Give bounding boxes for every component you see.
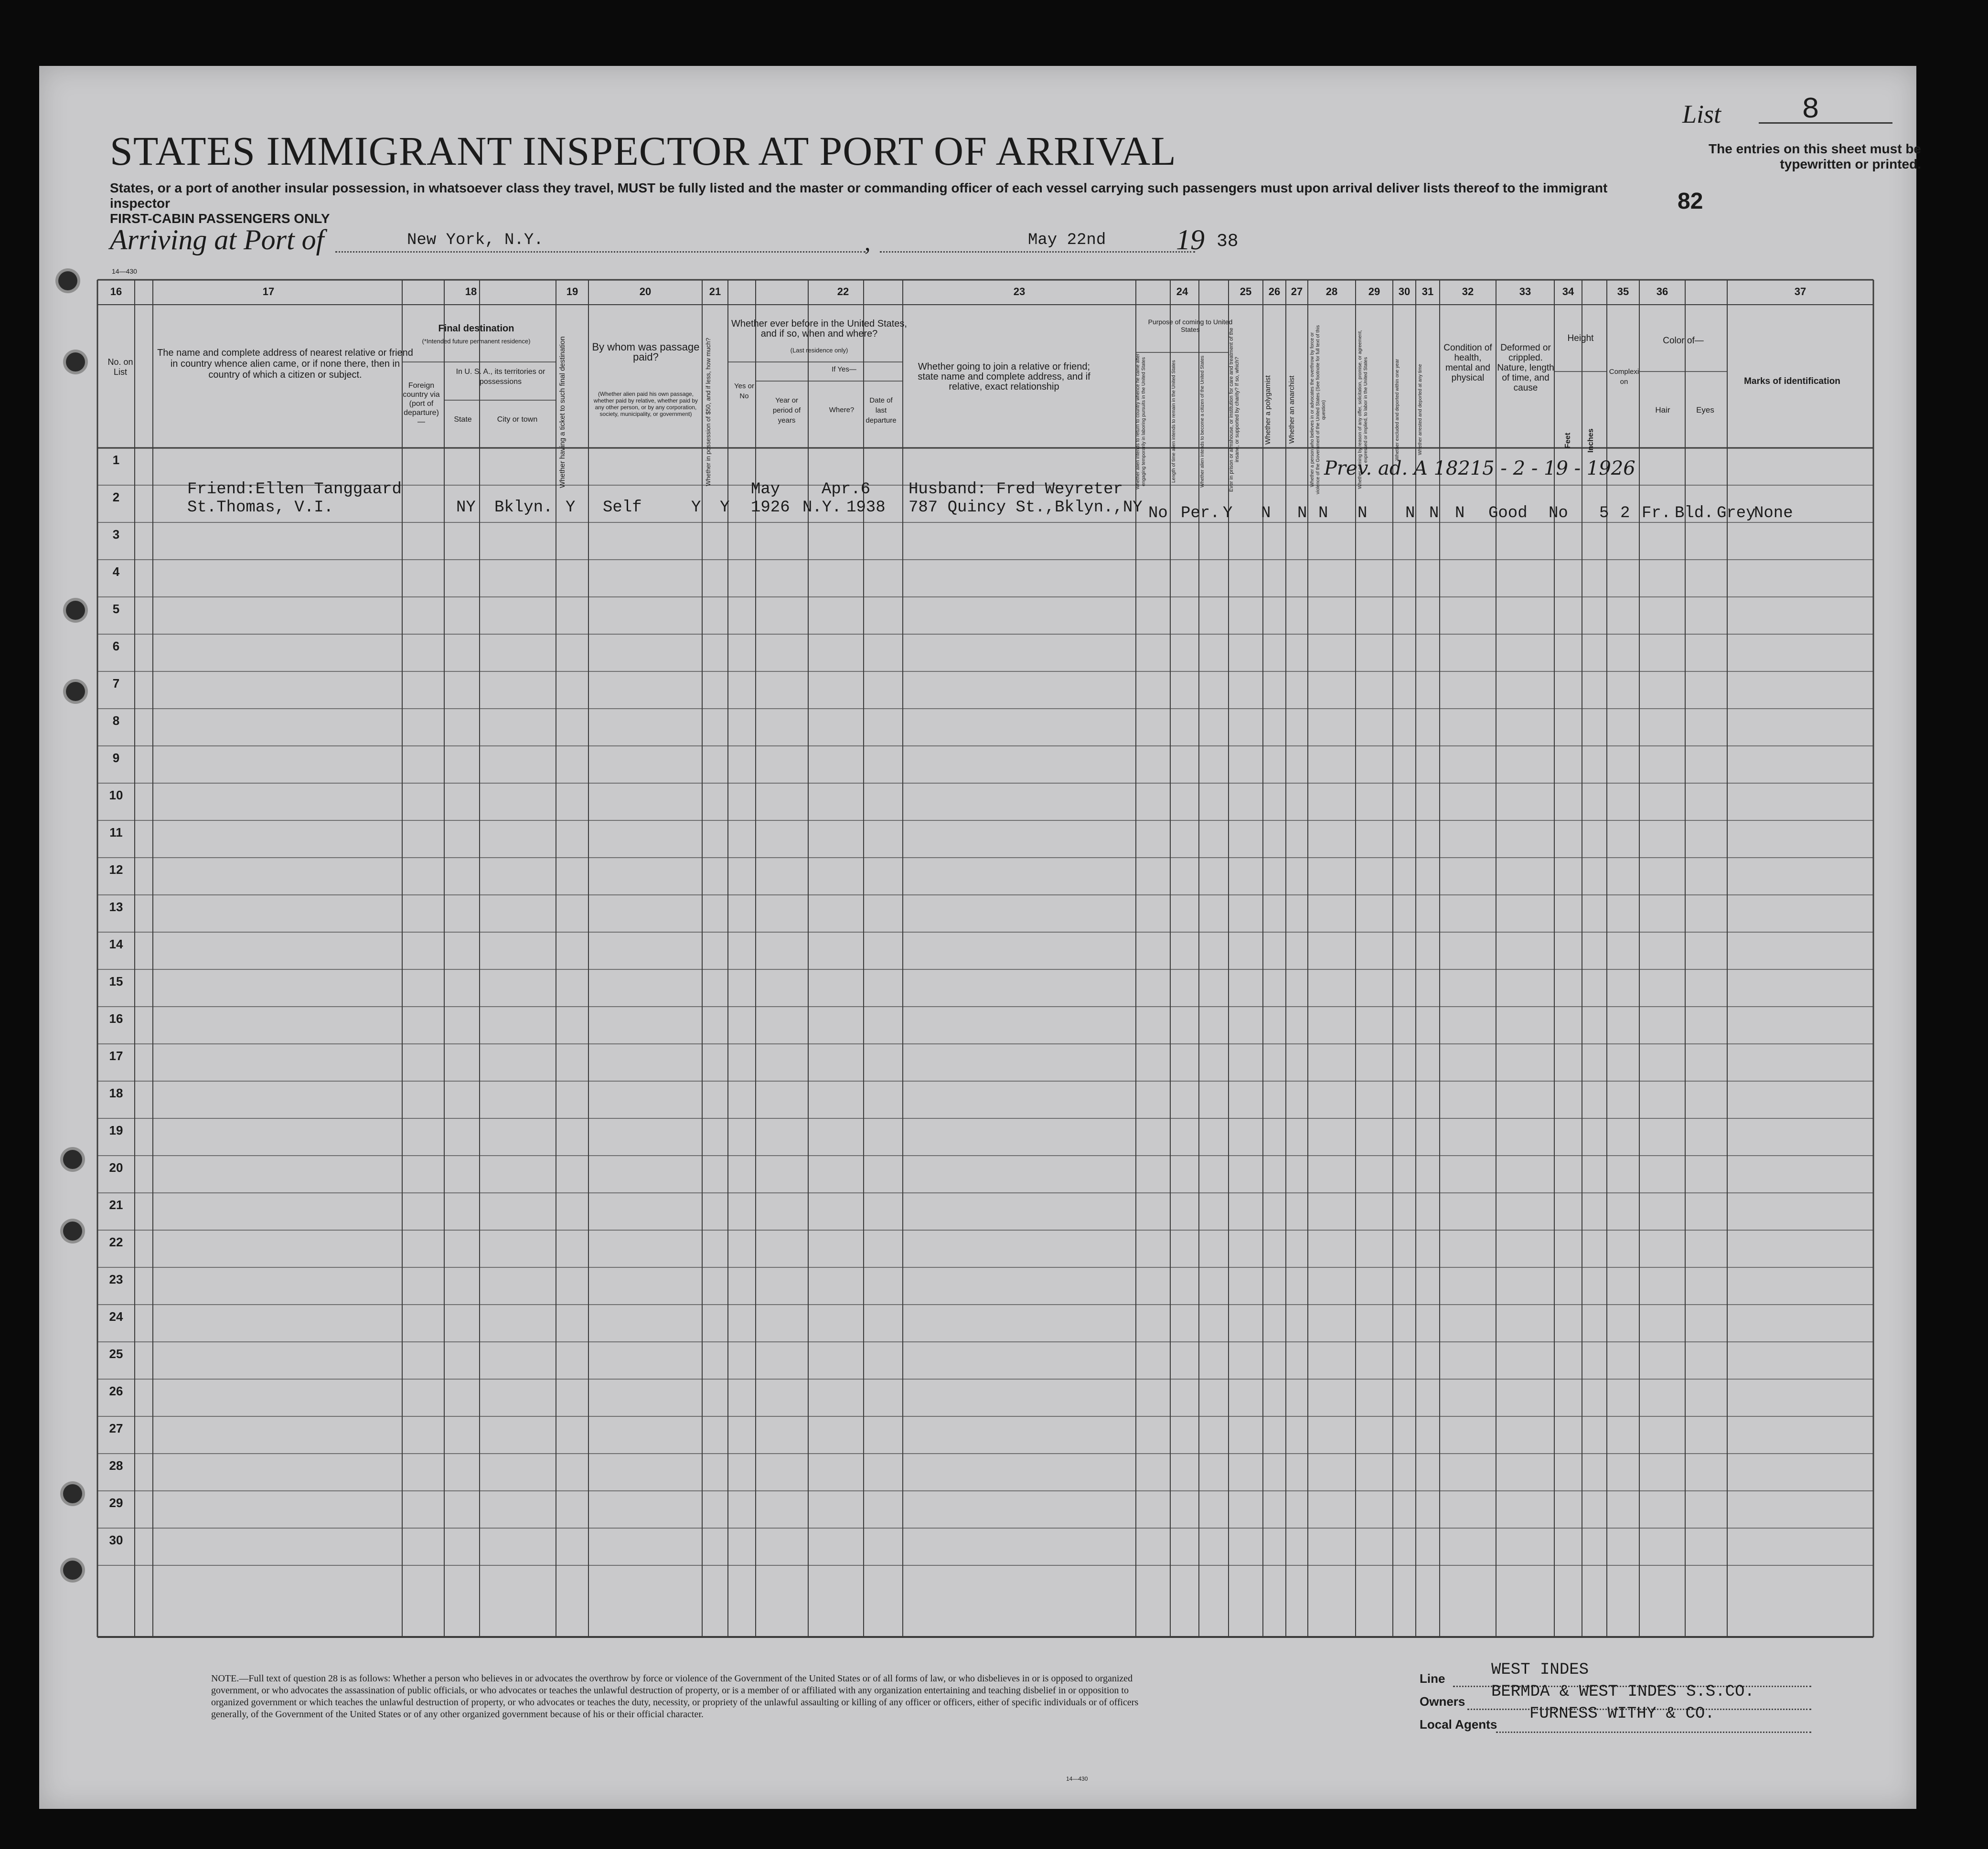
sheet-number: 82	[1678, 189, 1703, 214]
entry-arrested: N	[1455, 504, 1465, 522]
col32-header: Condition of health, mental and physical	[1443, 343, 1492, 383]
entry-length-stay: Per.	[1181, 504, 1220, 522]
col31-header: Whether arrested and deported at any time	[1418, 364, 1423, 456]
col36-hair: Hair	[1655, 405, 1670, 414]
page-title: STATES IMMIGRANT INSPECTOR AT PORT OF ARRIVAL	[110, 128, 1176, 174]
punch-hole	[66, 601, 85, 620]
col19-header: Whether having a ticket to such final destination	[558, 336, 566, 488]
arriving-label: Arriving at Port of	[110, 224, 324, 255]
col22-year: Year or period of years	[772, 396, 801, 425]
entry-departure-year: 1938	[846, 499, 886, 517]
row-number: 10	[109, 788, 123, 802]
row-number: 5	[112, 602, 120, 616]
col30-header: Whether excluded and deported within one year	[1395, 359, 1400, 461]
subtitle-line-1: States, or a port of another insular possession, in whatsoever class they travel, MUST be fully listed and the master or commanding officer of each vessel carrying such passengers must upon arrival deliver lists thereof to the immigrant inspector	[110, 181, 1608, 211]
entry-year: 1926	[751, 499, 790, 517]
entry-citizen: Y	[1223, 504, 1233, 522]
entry-inches: 2	[1620, 504, 1630, 522]
col34-inches: Inches	[1587, 428, 1595, 453]
punch-hole	[58, 271, 77, 290]
row-number: 11	[109, 825, 123, 839]
form-code: 14—430	[112, 267, 137, 275]
column-number: 33	[1519, 286, 1531, 298]
col17-header: The name and complete address of nearest relative or friend in country whence alien came, or if none there, then in country of which a citizen or subject.	[157, 348, 413, 380]
punch-hole	[66, 352, 85, 372]
col33-header: Deformed or crippled. Nature, length of time, and cause	[1497, 343, 1554, 393]
col34-title: Height	[1567, 333, 1594, 343]
agents-dotline	[1496, 1732, 1811, 1733]
col36-eyes: Eyes	[1696, 405, 1714, 414]
footnote-code: 14—430	[1066, 1775, 1088, 1782]
col18-usa: In U. S. A., its territories or possessions	[456, 368, 545, 386]
column-number: 35	[1617, 286, 1629, 298]
date-dotline	[880, 251, 1195, 253]
manifest-sheet	[39, 66, 1921, 1809]
handwritten-note: Prev. ad. A 18215 - 2 - 19 - 1926	[1324, 457, 1635, 479]
col18-city: City or town	[497, 415, 538, 424]
entry-state: NY	[456, 499, 476, 517]
row-number: 21	[109, 1198, 123, 1212]
punch-hole	[66, 682, 85, 701]
entry-ticket: Y	[566, 499, 576, 517]
col22-date: Date of last departure	[866, 396, 897, 425]
col22-subtitle: (Last residence only)	[790, 347, 848, 354]
row-number: 9	[112, 751, 120, 765]
column-number: 28	[1325, 286, 1338, 298]
row-number: 15	[109, 974, 123, 988]
col23-header: Whether going to join a relative or friend; state name and complete address, and if relative, exact relationship	[918, 361, 1090, 392]
row-number: 27	[109, 1421, 123, 1435]
owners-label: Owners	[1420, 1694, 1465, 1709]
col25-header: Ever in prison or almshouse, or institution for care and treatment of the insane, or supported by charity? If so, which?	[1229, 328, 1240, 492]
entry-has-50: Y	[691, 499, 701, 517]
column-number: 16	[110, 286, 122, 298]
col26-header: Whether a polygamist	[1264, 375, 1272, 445]
entry-where: N.Y.	[802, 499, 842, 517]
row-number: 1	[112, 453, 120, 467]
column-number: 32	[1462, 286, 1474, 298]
line-value: WEST INDES	[1491, 1661, 1589, 1679]
entry-excluded: N	[1429, 504, 1439, 522]
row-number: 18	[109, 1086, 123, 1100]
column-number: 36	[1656, 286, 1668, 298]
entries-note: The entries on this sheet must be typewritten or printed.	[1709, 141, 1921, 171]
row-number: 14	[109, 937, 123, 951]
row-number: 25	[109, 1347, 123, 1361]
col37-header: Marks of identification	[1744, 376, 1840, 386]
row-number: 30	[109, 1533, 123, 1547]
year-suffix: 38	[1217, 231, 1239, 252]
punch-hole	[63, 1484, 82, 1503]
column-number: 37	[1794, 286, 1806, 298]
col22-title: Whether ever before in the United States, and if so, when and where?	[731, 319, 907, 339]
entry-hair: Bld.	[1675, 504, 1714, 522]
entry-eyes: Grey	[1717, 504, 1756, 522]
entry-paid-by: Self	[603, 499, 642, 517]
punch-hole	[63, 1150, 82, 1169]
col29-header: Whether coming by reason of any offer, solicitation, promise, or agreement, expressed or implied, to labor in the United States	[1357, 330, 1368, 489]
col34-feet: Feet	[1564, 433, 1572, 449]
row-number: 3	[112, 527, 120, 542]
row-number: 16	[109, 1011, 123, 1026]
entry-overthrow: N	[1357, 504, 1368, 522]
column-number: 25	[1240, 286, 1252, 298]
col22-where: Where?	[829, 406, 855, 414]
column-number: 27	[1291, 286, 1303, 298]
comma: ,	[865, 229, 871, 255]
join-relative: Husband: Fred Weyreter	[908, 480, 1123, 499]
row-number: 13	[109, 900, 123, 914]
owners-value: BERMDA & WEST INDES S.S.CO.	[1491, 1683, 1754, 1701]
row-number: 29	[109, 1496, 123, 1510]
column-number: 23	[1013, 286, 1026, 298]
entry-health: Good	[1488, 504, 1528, 522]
agents-value: FURNESS WITHY & CO.	[1529, 1705, 1715, 1723]
row-number: 7	[112, 676, 120, 691]
entry-offer: N	[1405, 504, 1415, 522]
port-dotline	[335, 251, 866, 253]
column-number: 26	[1268, 286, 1281, 298]
column-number: 29	[1368, 286, 1380, 298]
entry-polygamist: N	[1297, 504, 1307, 522]
row-number: 8	[112, 713, 120, 728]
list-rule	[1759, 122, 1892, 124]
column-number: 21	[709, 286, 721, 298]
row-number: 17	[109, 1049, 123, 1063]
date-value: May 22nd	[1028, 231, 1106, 249]
column-number: 24	[1176, 286, 1188, 298]
friend-name: Friend:Ellen Tanggaard	[187, 480, 402, 499]
row-number: 23	[109, 1272, 123, 1286]
entry-city: Bklyn.	[494, 499, 553, 517]
row-number: 26	[109, 1384, 123, 1398]
col20-title: By whom was passage paid?	[592, 341, 700, 363]
row-number: 20	[109, 1160, 123, 1175]
row-number: 12	[109, 862, 123, 877]
col18-subtitle: (*Intended future permanent residence)	[422, 338, 531, 345]
column-number: 22	[837, 286, 849, 298]
list-number: 8	[1802, 93, 1820, 127]
agents-label: Local Agents	[1420, 1717, 1497, 1732]
entry-complexion: Fr.	[1642, 504, 1671, 522]
col21-header: Whether in possession of $50, and if less, how much?	[705, 338, 712, 487]
row-number: 24	[109, 1309, 123, 1324]
col20-subtitle: (Whether alien paid his own passage, whether paid by relative, whether paid by any other person, or by any corporation, society, municipality, or government)	[593, 391, 698, 417]
col24-b: Length of time alien intends to remain in the United States	[1171, 360, 1176, 483]
entry-anarchist: N	[1318, 504, 1328, 522]
row-number: 4	[112, 564, 120, 579]
row-number: 19	[109, 1123, 123, 1137]
punch-hole	[63, 1561, 82, 1580]
column-number: 30	[1398, 286, 1411, 298]
col18-state: State	[454, 415, 472, 424]
entry-return-intent: No	[1148, 504, 1168, 522]
col16-header: No. on List	[107, 357, 133, 377]
col24-a: Whether alien intends to return to country whence he came after engaging temporarily in laboring pursuits in the United States	[1135, 353, 1146, 490]
row-number: 6	[112, 639, 120, 653]
col18-foreign: Foreign country via (port of departure)—	[403, 382, 440, 426]
col24-title: Purpose of coming to United States	[1148, 318, 1233, 333]
col22-ifyes: If Yes—	[832, 365, 856, 373]
entry-before: Y	[720, 499, 730, 517]
column-number: 31	[1422, 286, 1434, 298]
entry-marks: None	[1754, 504, 1793, 522]
year-prefix: 19	[1176, 224, 1205, 255]
column-number: 18	[465, 286, 477, 298]
port-value: New York, N.Y.	[407, 231, 544, 249]
col24-c: Whether alien intends to become a citizen of the United States	[1200, 355, 1205, 488]
column-number: 20	[639, 286, 652, 298]
entry-year-month: May	[751, 480, 780, 499]
row-number: 2	[112, 490, 120, 504]
entry-departure-date: Apr.6	[822, 480, 871, 499]
col27-header: Whether an anarchist	[1288, 375, 1296, 444]
join-address: 787 Quincy St.,Bklyn.,NY	[908, 499, 1143, 517]
row-number: 28	[109, 1458, 123, 1473]
col28-header: Whether a person who believes in or advocates the overthrow by force or violence of the Government of the United States (See footnote for full text of this question)	[1310, 325, 1326, 495]
col35-header: Complexion	[1609, 368, 1639, 386]
column-number: 17	[262, 286, 275, 298]
column-number: 19	[566, 286, 578, 298]
friend-address: St.Thomas, V.I.	[187, 499, 334, 517]
entry-prison: N	[1261, 504, 1271, 522]
punch-hole	[63, 1222, 82, 1241]
page-subtitle	[110, 181, 1638, 226]
col22-yesno: Yes or No	[734, 382, 754, 400]
footnote-text: NOTE.—Full text of question 28 is as follows: Whether a person who believes in or advocates the overthrow by force or violence of the Government of the United States or of all forms of law, or who disbelieves in or is opposed to organized government, or who advocates the assassination of public officials, or who advocates or teaches the unlawful destruction of property, or is a member of or affiliated with any organization entertaining and teaching disbelief in or opposition to organized government or which teaches the unlawful destruction of property, or who advocates or teaches the duty, necessity, or propriety of the unlawful assaulting or killing of any officer or officers, either of specific individuals or of officers generally, of the Government of the United States or of any other organized government because of his or their official character.	[211, 1673, 1139, 1720]
list-label: List	[1682, 100, 1721, 128]
entry-feet: 5	[1599, 504, 1609, 522]
col36-title: Color of—	[1663, 336, 1704, 346]
col18-title: Final destination	[438, 323, 514, 334]
subtitle-line-2: FIRST-CABIN PASSENGERS ONLY	[110, 211, 330, 226]
row-number: 22	[109, 1235, 123, 1249]
entry-deformed: No	[1549, 504, 1568, 522]
column-number: 34	[1562, 286, 1574, 298]
line-label: Line	[1420, 1671, 1445, 1686]
